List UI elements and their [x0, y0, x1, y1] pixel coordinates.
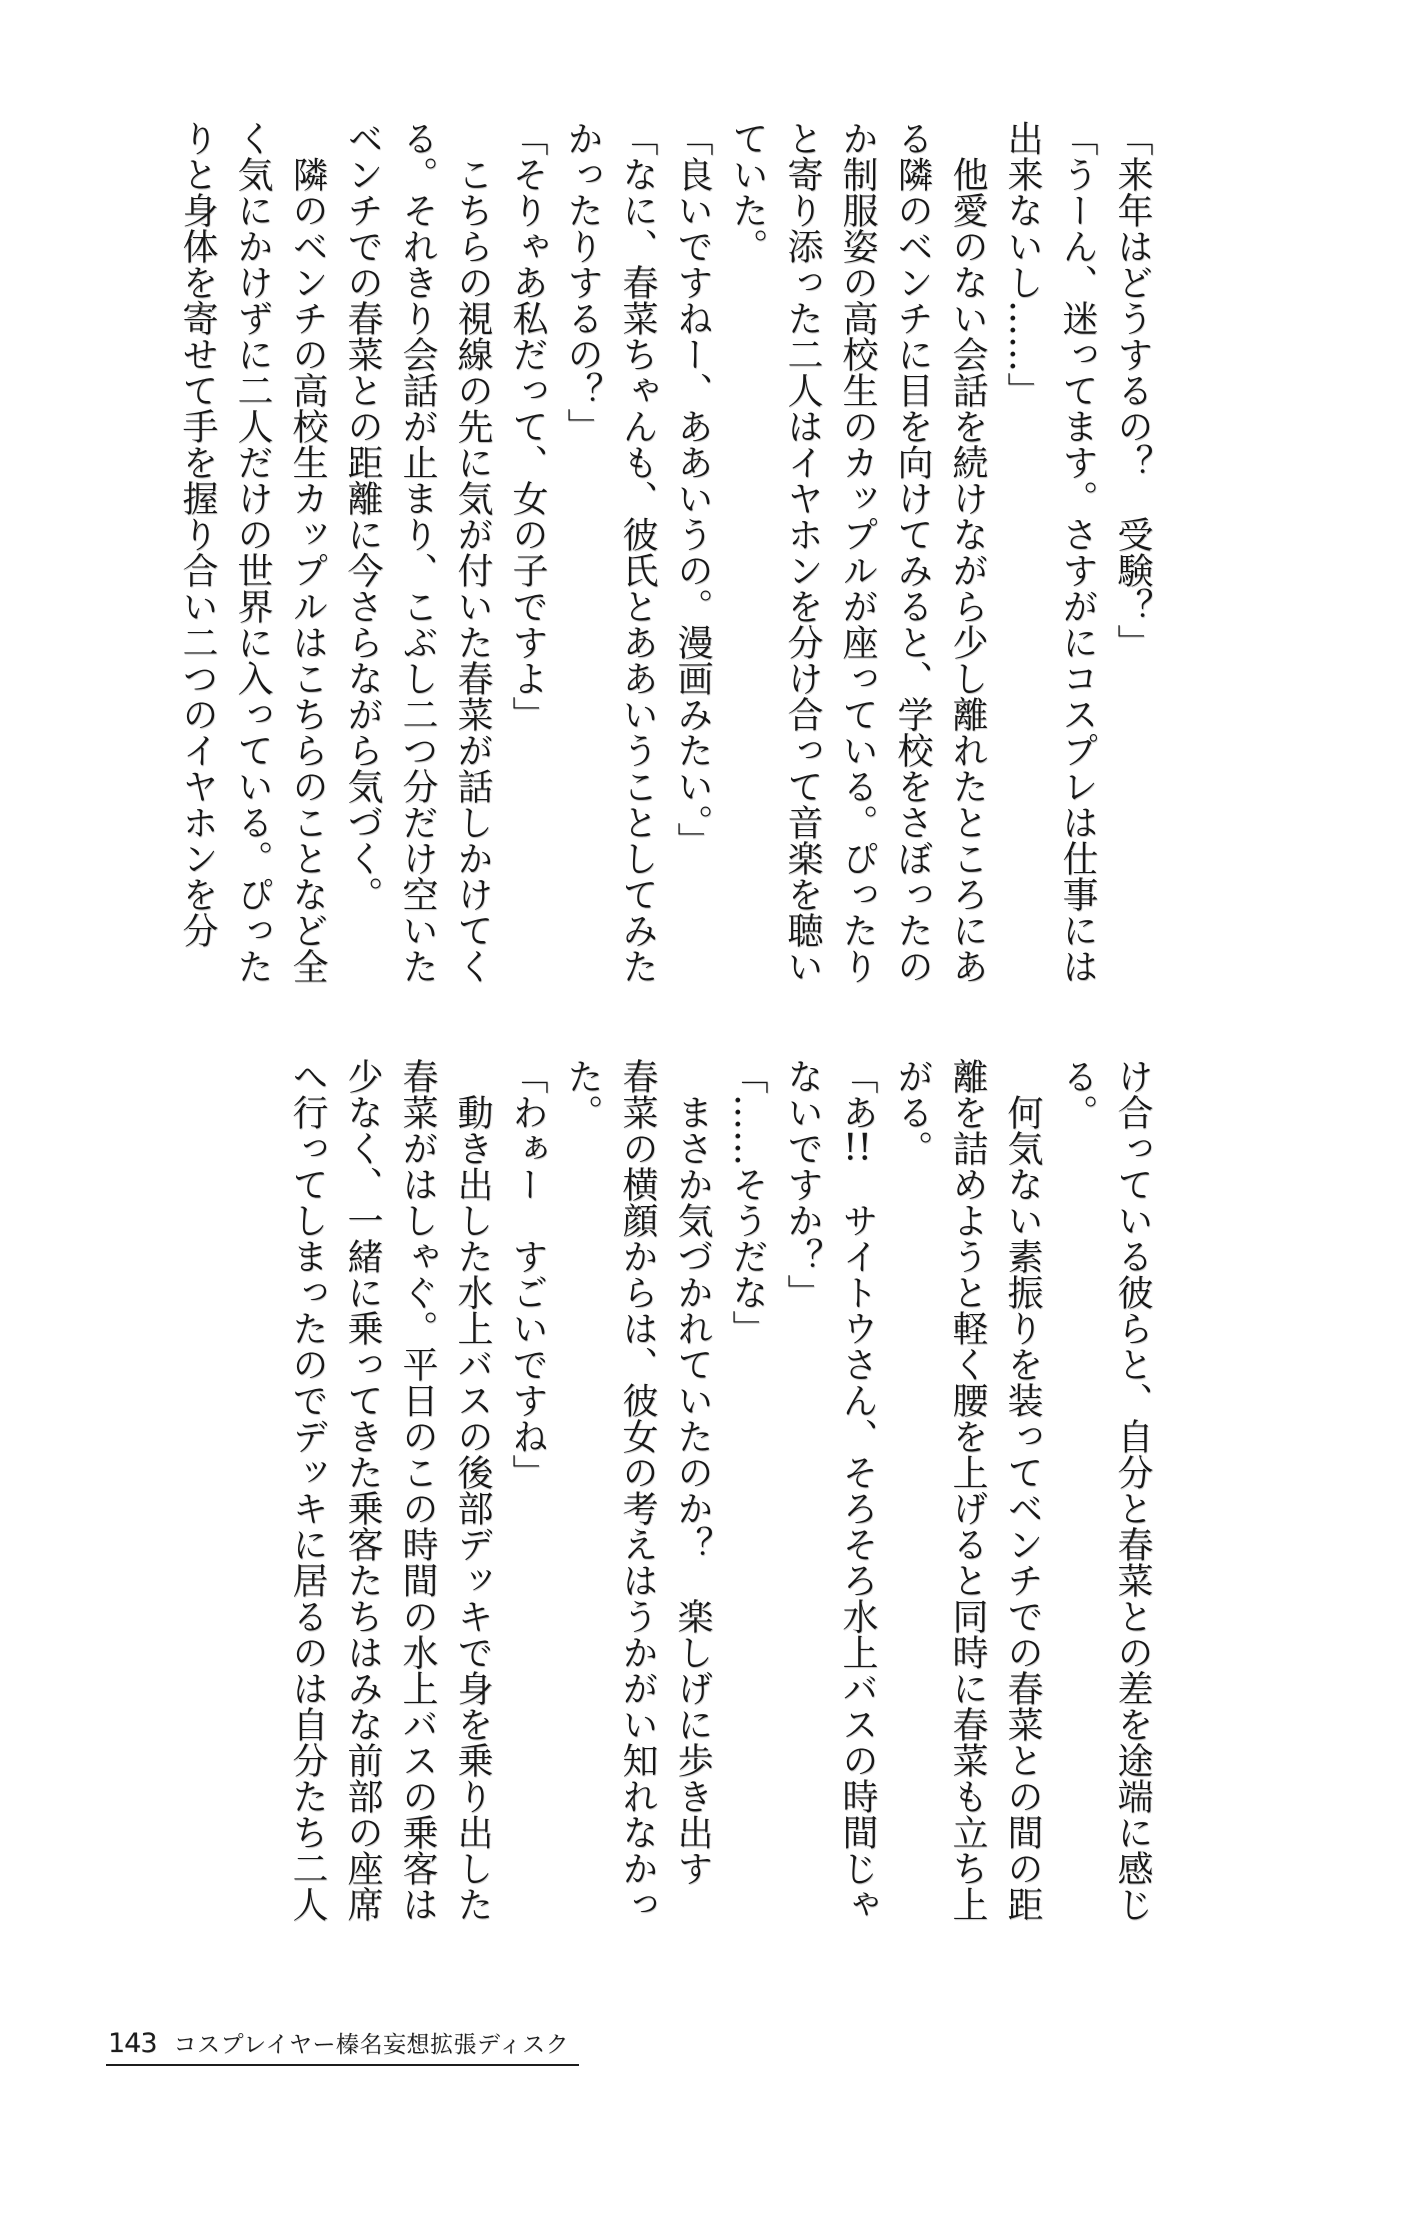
text-column: る隣のベンチに目を向けてみると、学校をさぼったの [892, 120, 933, 984]
text-column: た。 [562, 1058, 603, 1130]
text-column: 春菜がはしゃぐ。平日のこの時間の水上バスの乗客は [397, 1058, 438, 1922]
tatechuyoko-exclamation: !! [843, 1130, 872, 1166]
text-column: け合っている彼らと、自分と春菜との差を途端に感じ [1112, 1058, 1153, 1922]
page-footer [106, 2024, 579, 2066]
text-column: 動き出した水上バスの後部デッキで身を乗り出した [452, 1058, 493, 1922]
text-column: がる。 [892, 1058, 933, 1166]
text-column: る。 [1057, 1058, 1098, 1130]
text-column: かったりするの？」 [562, 120, 603, 444]
text-column: 何気ない素振りを装ってベンチでの春菜との間の距 [1002, 1058, 1043, 1922]
text-column: 「うーん、迷ってます。さすがにコスプレは仕事には [1057, 120, 1098, 984]
text-column: 「……そうだな」 [727, 1058, 768, 1346]
text-column: 「なに、春菜ちゃんも、彼氏とああいうことしてみた [617, 120, 658, 984]
text-column: 「あ!! サイトウさん、そろそろ水上バスの時間じゃ [837, 1058, 878, 1922]
text-column: と寄り添った二人はイヤホンを分け合って音楽を聴い [782, 120, 823, 984]
text-column: 「来年はどうするの？ 受験？」 [1112, 120, 1153, 660]
text-column: 出来ないし……」 [1002, 120, 1043, 408]
text-column: まさか気づかれていたのか？ 楽しげに歩き出す [672, 1058, 713, 1886]
text-column: 春菜の横顔からは、彼女の考えはうかがい知れなかっ [617, 1058, 658, 1922]
text-block-top [170, 120, 1160, 990]
text-column: 隣のベンチの高校生カップルはこちらのことなど全 [287, 120, 328, 984]
text-column: 「そりゃあ私だって、女の子ですよ」 [507, 120, 548, 732]
text-column: 離を詰めようと軽く腰を上げると同時に春菜も立ち上 [947, 1058, 988, 1922]
text-column: く気にかけずに二人だけの世界に入っている。ぴった [232, 120, 273, 984]
text-column: か制服姿の高校生のカップルが座っている。ぴったり [837, 120, 878, 984]
book-title: コスプレイヤー榛名妄想拡張ディスク [173, 2032, 570, 2058]
text-column: 「良いですねー、ああいうの。漫画みたい。」 [672, 120, 713, 858]
text-column: 少なく、一緒に乗ってきた乗客たちはみな前部の座席 [342, 1058, 383, 1922]
text-column: こちらの視線の先に気が付いた春菜が話しかけてく [452, 120, 493, 984]
text-column: 他愛のない会話を続けながら少し離れたところにあ [947, 120, 988, 984]
text-column: ベンチでの春菜との距離に今さらながら気づく。 [342, 120, 383, 912]
page-number: 143 [108, 2028, 157, 2059]
text-column: ないですか？」 [782, 1058, 823, 1310]
text-column: る。それきり会話が止まり、こぶし二つ分だけ空いた [397, 120, 438, 984]
text-block-bottom [280, 1058, 1160, 1928]
text-column: 「わぁー すごいですね」 [507, 1058, 548, 1490]
text-column: へ行ってしまったのでデッキに居るのは自分たち二人 [287, 1058, 328, 1922]
text-column: ていた。 [727, 120, 768, 264]
text-column: りと身体を寄せて手を握り合い二つのイヤホンを分 [177, 120, 218, 948]
